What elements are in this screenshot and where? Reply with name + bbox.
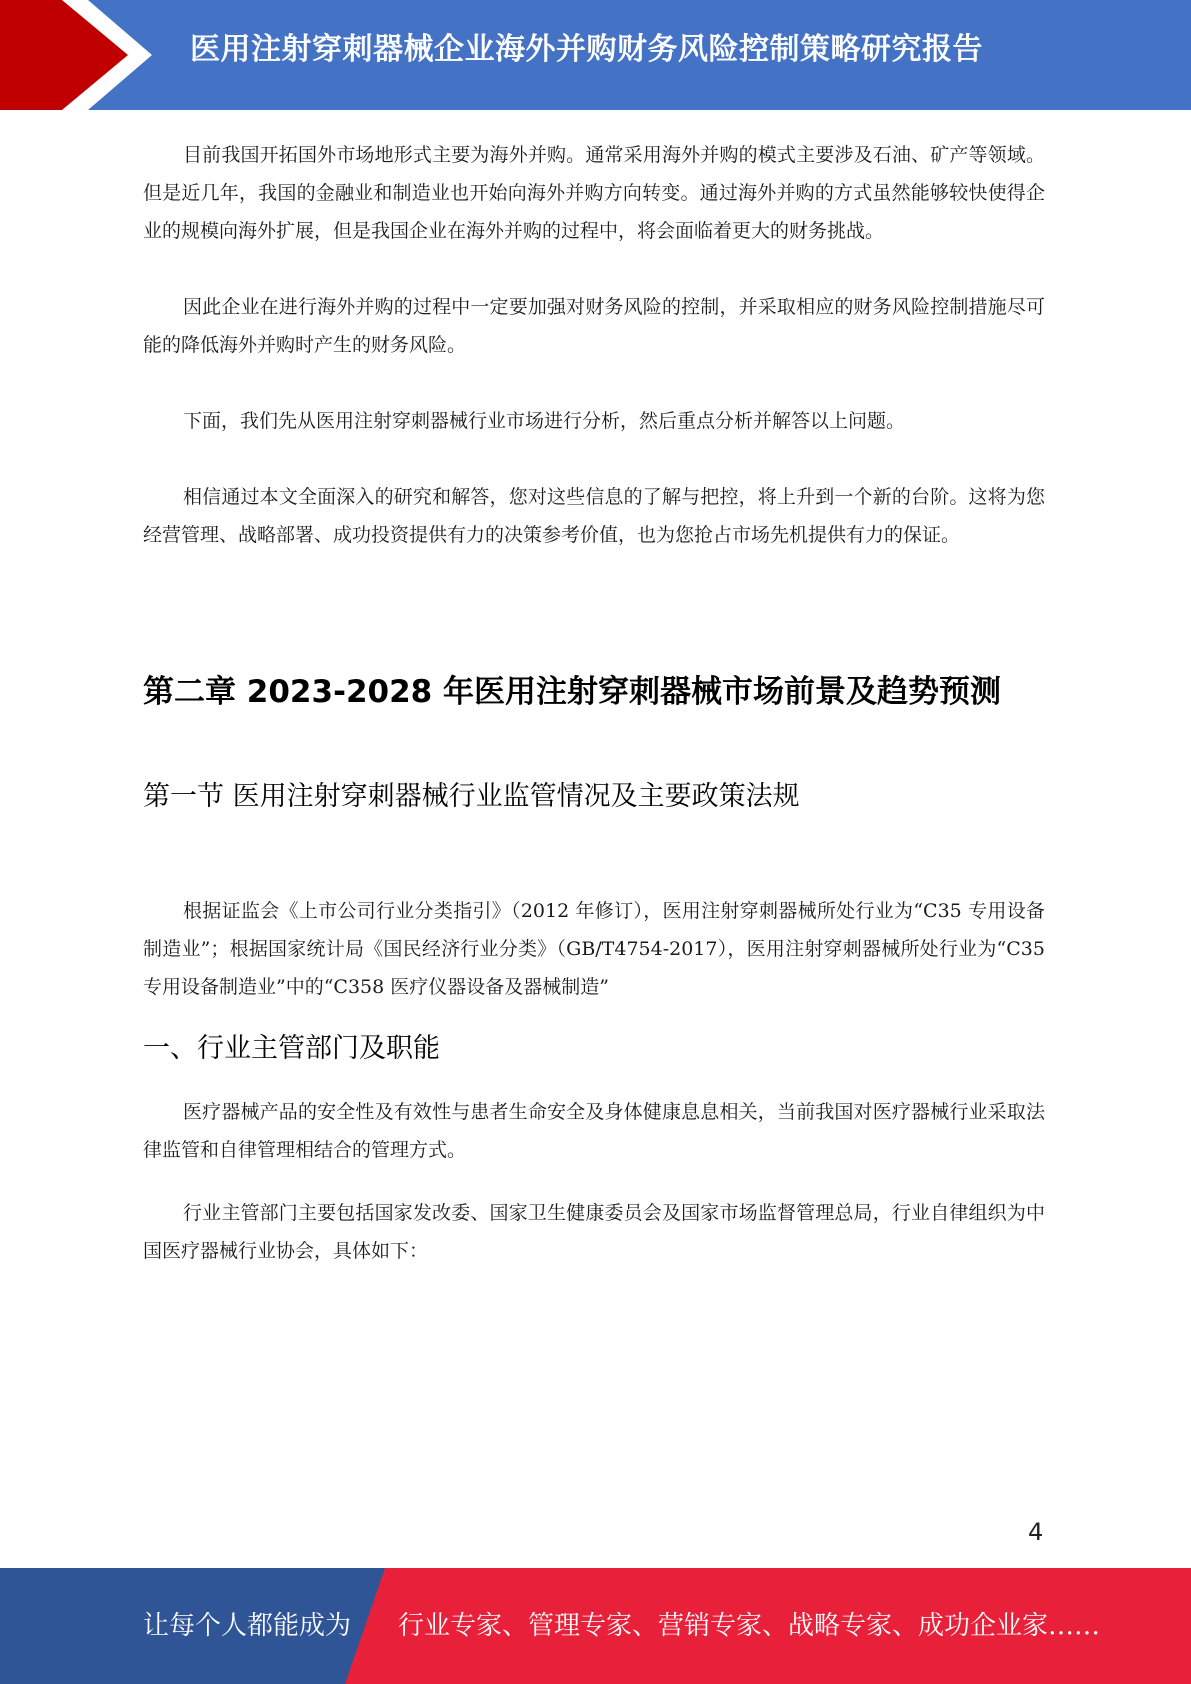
page-number: 4	[1028, 1518, 1044, 1546]
regulation-paragraph-2: 行业主管部门主要包括国家发改委、国家卫生健康委员会及国家市场监督管理总局，行业自律组织为中国医疗器械行业协会，具体如下：	[143, 1202, 1045, 1262]
intro-paragraph-4: 相信通过本文全面深入的研究和解答，您对这些信息的了解与把控，将上升到一个新的台阶。这将为您经营管理、战略部署、成功投资提供有力的决策参考价值，也为您抢占市场先机提供有力的保证。	[143, 486, 1045, 546]
intro-paragraph-2: 因此企业在进行海外并购的过程中一定要加强对财务风险的控制，并采取相应的财务风险控制措施尽可能的降低海外并购时产生的财务风险。	[143, 296, 1045, 356]
section-heading: 第一节 医用注射穿刺器械行业监管情况及主要政策法规	[143, 781, 800, 812]
report-title: 医用注射穿刺器械企业海外并购财务风险控制策略研究报告	[190, 32, 983, 67]
intro-paragraph-3: 下面，我们先从医用注射穿刺器械行业市场进行分析，然后重点分析并解答以上问题。	[183, 410, 906, 432]
footer-slogan-left: 让每个人都能成为	[143, 1611, 352, 1641]
intro-section	[143, 136, 1045, 554]
chapter-heading: 第二章 2023-2028 年医用注射穿刺器械市场前景及趋势预测	[143, 674, 1002, 710]
subsection-heading: 一、行业主管部门及职能	[143, 1033, 440, 1064]
intro-paragraph-1: 目前我国开拓国外市场地形式主要为海外并购。通常采用海外并购的模式主要涉及石油、矿产等领域。但是近几年，我国的金融业和制造业也开始向海外并购方向转变。通过海外并购的方式虽然能够较快使得企业的规模向海外扩展，但是我国企业在海外并购的过程中，将会面临着更大的财务挑战。	[143, 144, 1045, 242]
classification-paragraph: 根据证监会《上市公司行业分类指引》（2012 年修订），医用注射穿刺器械所处行业为“C35 专用设备制造业”；根据国家统计局《国民经济行业分类》（GB/T4754-2017），医用注射穿刺器械所处行业为“C35 专用设备制造业”中的“C358 医疗仪器设备及器械制造”	[143, 900, 1045, 998]
regulation-paragraph-1: 医疗器械产品的安全性及有效性与患者生命安全及身体健康息息相关，当前我国对医疗器械行业采取法律监管和自律管理相结合的管理方式。	[143, 1101, 1045, 1161]
footer-slogan-right: 行业专家、管理专家、营销专家、战略专家、成功企业家……	[398, 1611, 1101, 1641]
page-footer	[0, 1568, 1191, 1684]
page-header	[0, 0, 1191, 110]
